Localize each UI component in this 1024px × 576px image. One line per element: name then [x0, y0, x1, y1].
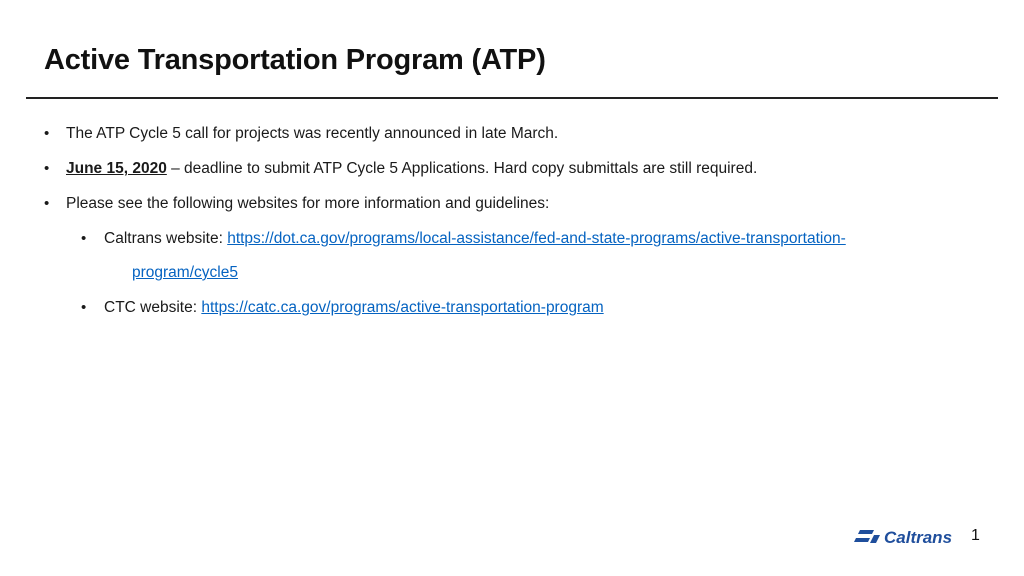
title-divider [26, 97, 998, 99]
caltrans-logo-mark [854, 530, 880, 543]
caltrans-logo [854, 526, 958, 548]
bullet-item [44, 124, 559, 144]
bullet-text: – deadline to submit ATP Cycle 5 Applications. Hard copy submittals are still required. [166, 160, 758, 177]
bullet-marker: • [81, 230, 87, 247]
bullet-marker: • [44, 125, 50, 142]
bullet-marker: • [44, 195, 50, 212]
bullet-text: The ATP Cycle 5 call for projects was recently announced in late March. [66, 125, 559, 142]
sub-bullet-label: Caltrans website: [104, 230, 228, 247]
caltrans-logo-text: Caltrans [884, 528, 953, 547]
caltrans-website-link-continued[interactable]: program/cycle5 [132, 264, 238, 281]
sub-bullet-item [81, 298, 604, 318]
sub-bullet-item [81, 229, 846, 249]
bullet-marker: • [44, 160, 50, 177]
caltrans-website-link[interactable]: https://dot.ca.gov/programs/local-assistance/fed-and-state-programs/active-transportation- [227, 230, 846, 247]
page-number: 1 [971, 527, 980, 544]
bullet-item [44, 194, 550, 214]
sub-bullet-label: CTC website: [104, 299, 202, 316]
bullet-marker: • [81, 299, 87, 316]
deadline-date: June 15, 2020 [66, 160, 167, 177]
ctc-website-link[interactable]: https://catc.ca.gov/programs/active-transportation-program [201, 299, 604, 316]
bullet-text: Please see the following websites for more information and guidelines: [66, 195, 550, 212]
sub-bullet-continuation [132, 263, 238, 283]
slide-title: Active Transportation Program (ATP) [44, 44, 546, 76]
bullet-item [44, 159, 758, 179]
